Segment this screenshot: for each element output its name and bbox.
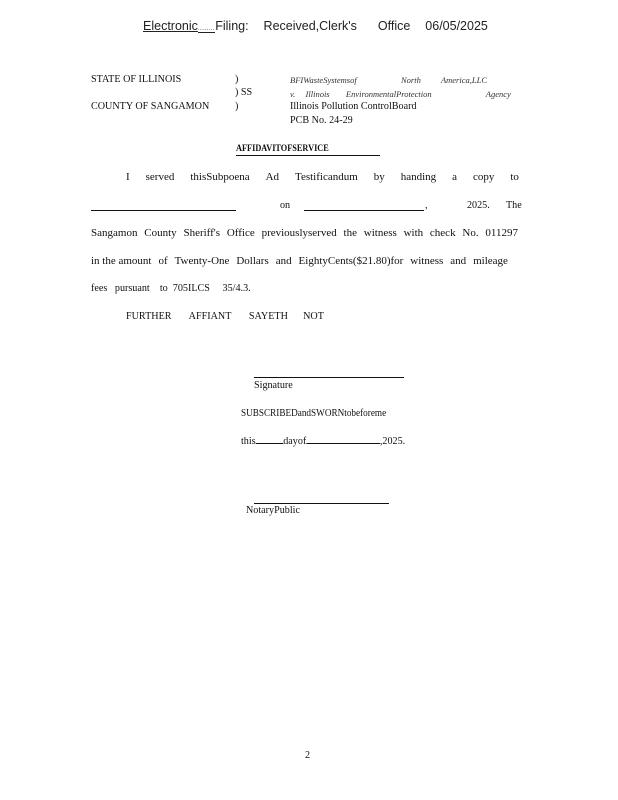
body-word: Sangamon [91, 227, 138, 239]
subscribed-sworn: SUBSCRIBEDandSWORNtobeforeme [241, 408, 387, 419]
caption-party2-agency: Agency [485, 89, 511, 99]
body-year: 2025. [467, 199, 490, 211]
body-word: I [126, 171, 130, 183]
served-date-blank [304, 210, 424, 211]
body-word: Twenty-One [174, 255, 230, 267]
filing-dots: ........ [197, 26, 216, 32]
caption-party1-north: North [400, 75, 421, 85]
body-word: and [450, 255, 467, 267]
filing-stamp [143, 19, 488, 33]
body-word: No. [462, 227, 479, 239]
body-line-5: fees pursuant to 705ILCS 35/4.3. [91, 282, 251, 294]
filing-date: 06/05/2025 [425, 19, 488, 33]
served-person-blank [91, 210, 236, 211]
body-word: in the amount [91, 255, 152, 267]
body-word: mileage [473, 255, 508, 267]
body-word: witness [410, 255, 444, 267]
caption-paren-3: ) [235, 100, 239, 112]
caption-party1-name: BFIWasteSystemsof [290, 75, 357, 85]
body-line-4 [91, 255, 508, 267]
body-word: 011297 [485, 227, 518, 239]
caption-party2-illinois: Illinois [305, 89, 330, 99]
body-comma: , [425, 199, 428, 211]
body-word: handing [400, 171, 437, 183]
body-word: Testificandum [295, 171, 358, 183]
body-word: thisSubpoena [190, 171, 250, 183]
jurat-month-blank [306, 434, 380, 444]
body-the: The [506, 199, 522, 211]
body-word: check [429, 227, 456, 239]
jurat-day-blank [256, 434, 284, 444]
document-title: AFFIDAVITOFSERVICE [236, 143, 329, 153]
body-word: by [373, 171, 385, 183]
body-line-1 [126, 171, 519, 183]
page-number: 2 [305, 749, 311, 761]
body-word: served [145, 171, 175, 183]
jurat-this: this [241, 435, 256, 447]
caption-county: COUNTY OF SANGAMON [91, 100, 210, 112]
notary-label: NotaryPublic [246, 504, 300, 516]
caption-paren-ss: ) SS [235, 86, 253, 98]
body-word: copy [473, 171, 495, 183]
signature-line [254, 377, 404, 378]
body-word: and [275, 255, 292, 267]
body-line-3 [91, 227, 518, 239]
filing-label: Filing: [215, 19, 249, 33]
caption-board: Illinois Pollution ControlBoard [290, 100, 417, 112]
title-underline [236, 155, 380, 156]
body-word: of [158, 255, 168, 267]
body-word: witness [363, 227, 397, 239]
signature-label: Signature [254, 379, 293, 391]
body-word: the [343, 227, 357, 239]
body-word: to [510, 171, 519, 183]
jurat-date-line [241, 434, 405, 447]
body-word: EightyCents($21.80)for [298, 255, 404, 267]
caption-state: STATE OF ILLINOIS [91, 73, 182, 85]
caption-party1-america: America,LLC [440, 75, 487, 85]
caption-party2-epa: EnvironmentalProtection [345, 89, 432, 99]
body-word: Dollars [236, 255, 269, 267]
body-word: Sheriff's [183, 227, 221, 239]
caption-paren-1: ) [235, 73, 239, 85]
body-on: on [280, 199, 291, 211]
filing-received: Received,Clerk's [263, 19, 357, 33]
filing-office: Office [377, 19, 411, 33]
body-word: with [403, 227, 424, 239]
jurat-dayof: dayof [283, 435, 307, 447]
caption-party-1 [290, 75, 487, 85]
further-affiant: FURTHER AFFIANT SAYETH NOT [126, 310, 324, 322]
caption-pcb: PCB No. 24-29 [290, 114, 353, 126]
body-word: Office [226, 227, 255, 239]
caption-party-2 [290, 89, 511, 99]
body-word: County [144, 227, 177, 239]
caption-party2-v: v. [290, 89, 296, 99]
body-word: a [452, 171, 458, 183]
jurat-year: ,2025. [379, 435, 406, 447]
filing-electronic: Electronic [143, 19, 198, 33]
body-word: previouslyserved [261, 227, 337, 239]
body-word: Ad [265, 171, 280, 183]
